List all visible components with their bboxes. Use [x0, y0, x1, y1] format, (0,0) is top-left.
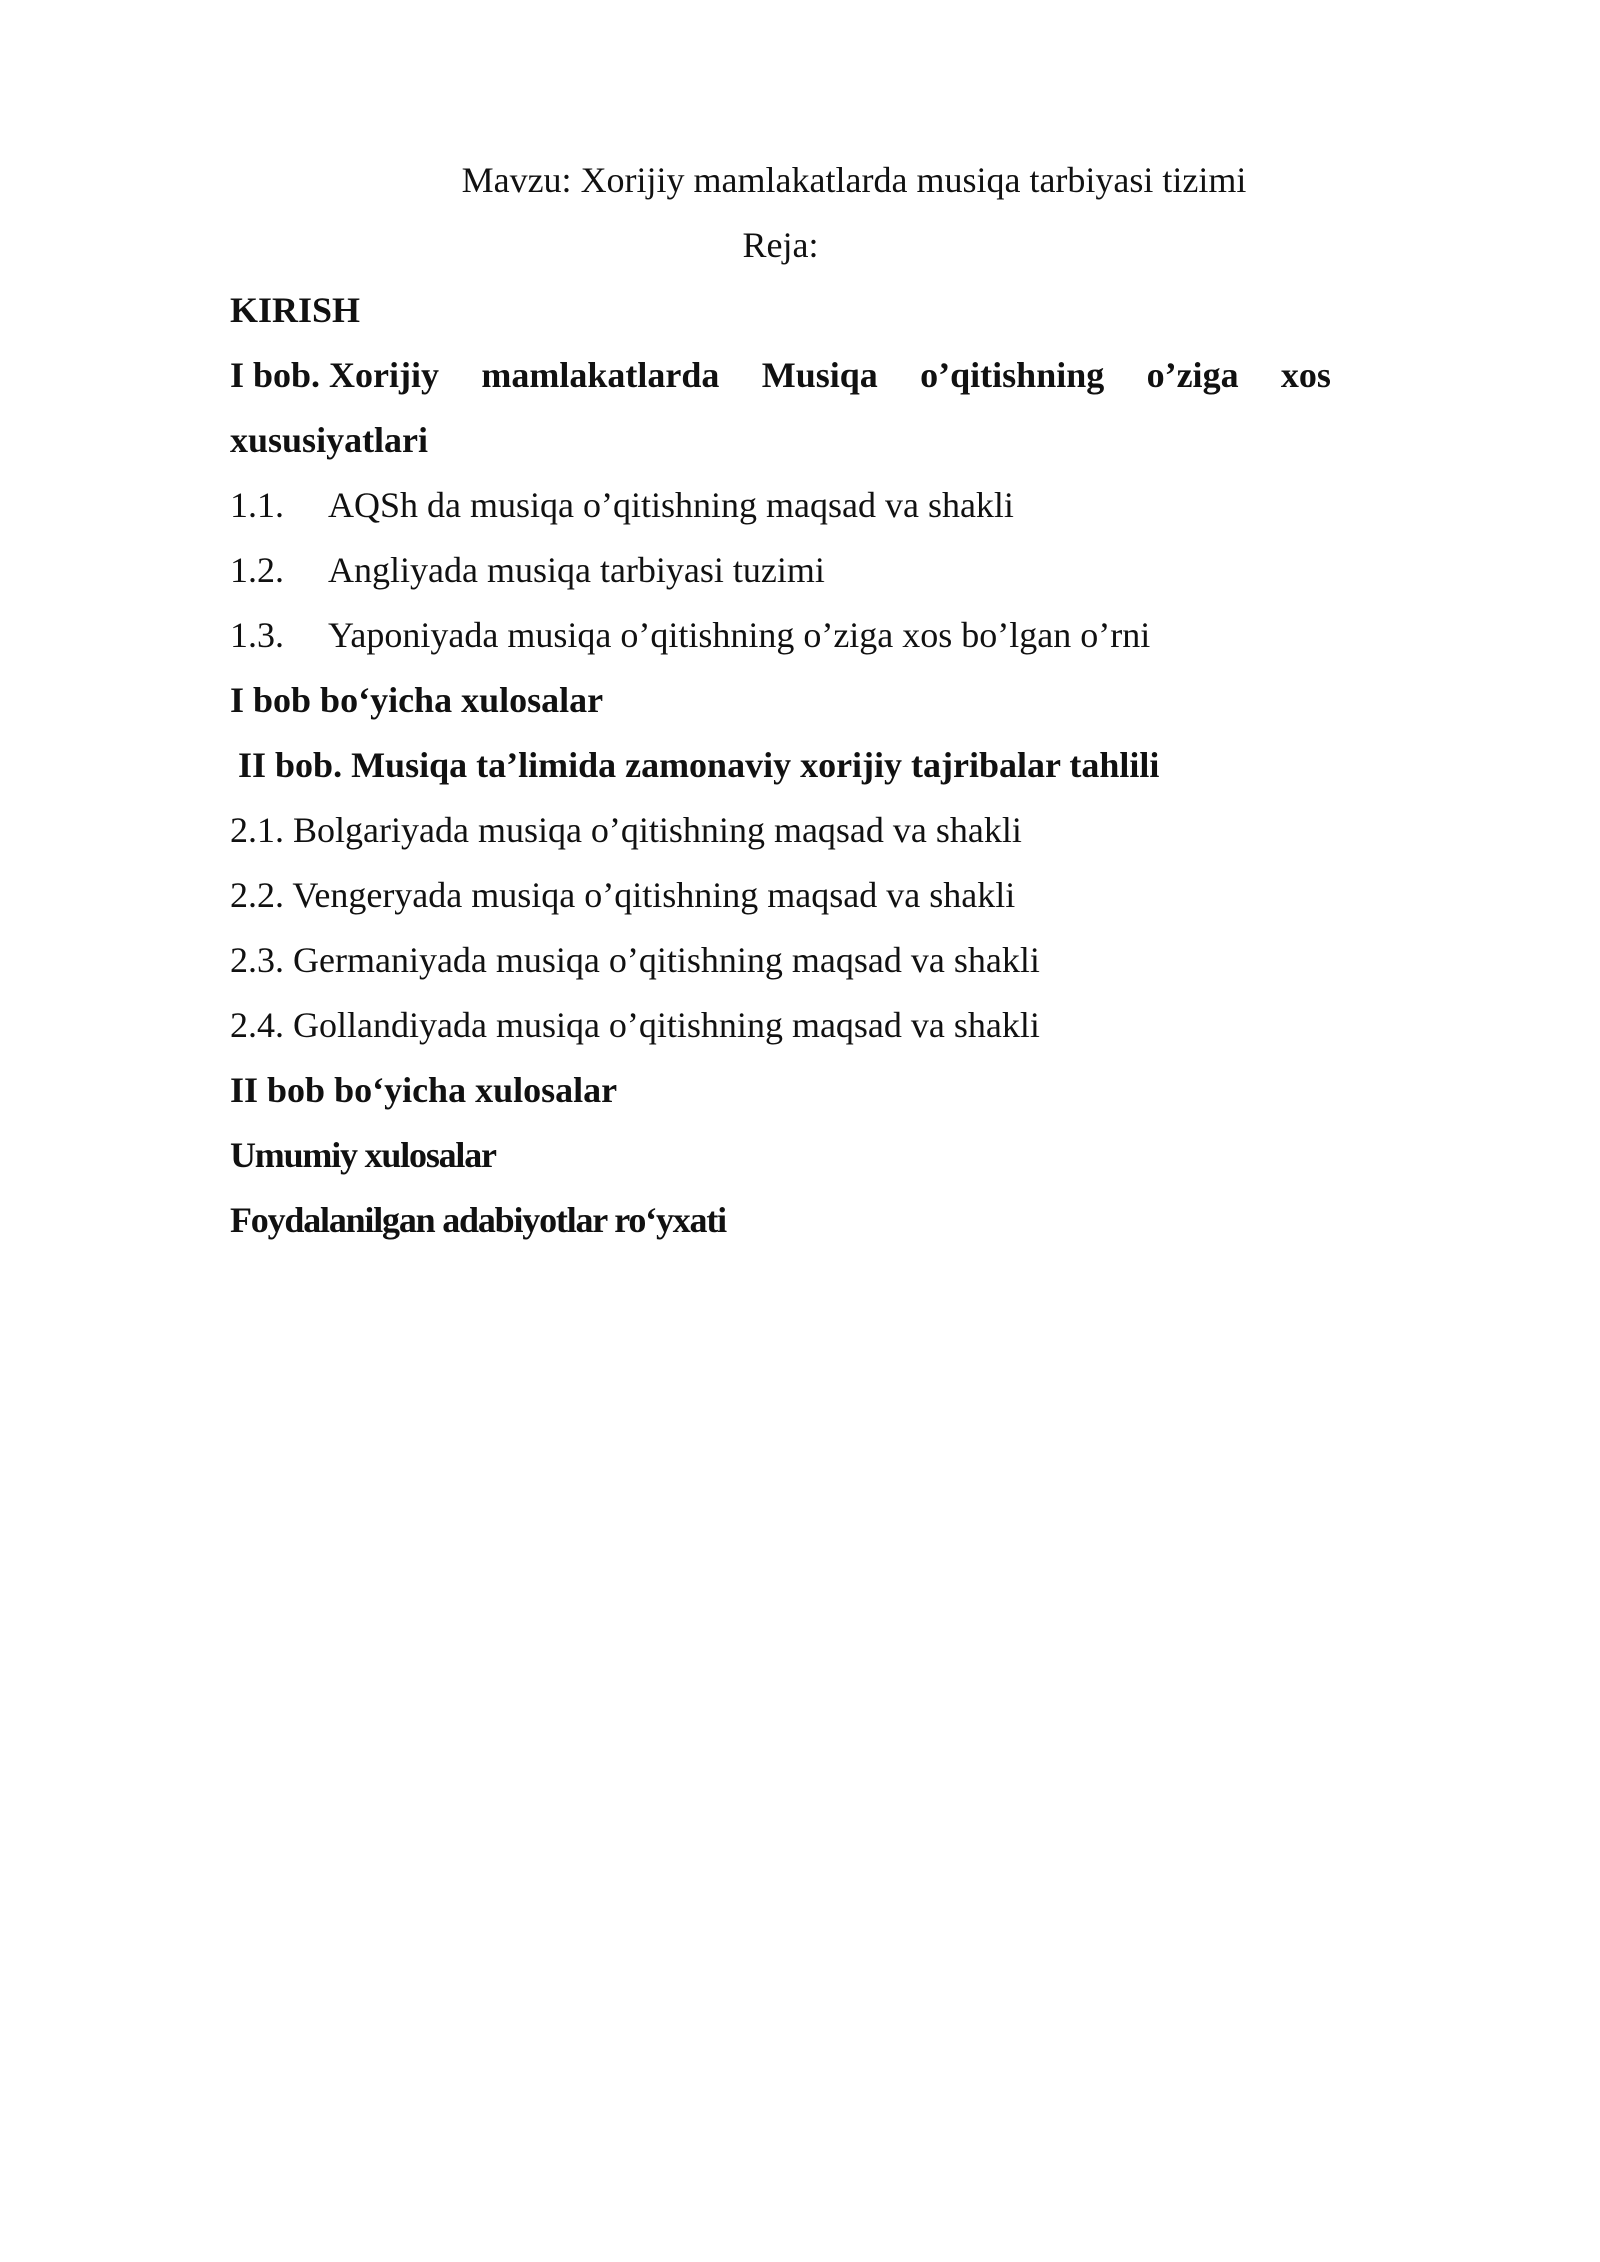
chapter2-heading: II bob. Musiqa ta’limida zamonaviy xorijiy tajribalar tahlili [238, 745, 1160, 785]
chapter1-section-item [230, 603, 1331, 668]
chapter1-conclusion: I bob bo‘yicha xulosalar [230, 680, 604, 720]
document-body [230, 148, 1331, 1253]
plan-heading: Reja: [742, 225, 819, 265]
chapter1-heading-word: xos [1280, 355, 1331, 395]
general-conclusions: Umumiy xulosalar [230, 1135, 496, 1175]
section-number: 1.1. [230, 485, 284, 525]
section-title: AQSh da musiqa o’qitishning maqsad va shakli [328, 485, 1014, 525]
chapter1-section-item [230, 538, 1331, 603]
chapter2-section-item: 2.3. Germaniyada musiqa o’qitishning maqsad va shakli [230, 940, 1040, 980]
topic-title: Mavzu: Xorijiy mamlakatlarda musiqa tarbiyasi tizimi [461, 160, 1247, 200]
section-title: Yaponiyada musiqa o’qitishning o’ziga xos bo’lgan o’rni [328, 615, 1151, 655]
chapter2-section-item: 2.1. Bolgariyada musiqa o’qitishning maqsad va shakli [230, 810, 1022, 850]
chapter1-heading [230, 343, 1331, 408]
references-heading: Foydalanilgan adabiyotlar ro‘yxati [230, 1200, 726, 1240]
chapter1-heading-word: o’qitishning [920, 355, 1105, 395]
chapter1-heading-word: I bob. Xorijiy [230, 355, 440, 395]
intro-heading: KIRISH [230, 290, 361, 330]
chapter2-conclusion: II bob bo‘yicha xulosalar [230, 1070, 618, 1110]
chapter1-heading-word: Musiqa [761, 355, 878, 395]
section-title: Angliyada musiqa tarbiyasi tuzimi [328, 550, 825, 590]
chapter2-section-item: 2.2. Vengeryada musiqa o’qitishning maqsad va shakli [230, 875, 1016, 915]
chapter2-section-item: 2.4. Gollandiyada musiqa o’qitishning maqsad va shakli [230, 1005, 1040, 1045]
section-number: 1.3. [230, 615, 284, 655]
chapter1-heading-word: o’ziga [1146, 355, 1239, 395]
chapter1-heading-word: mamlakatlarda [481, 355, 720, 395]
section-number: 1.2. [230, 550, 284, 590]
chapter1-heading-continuation: xususiyatlari [230, 420, 429, 460]
chapter1-section-item [230, 473, 1331, 538]
